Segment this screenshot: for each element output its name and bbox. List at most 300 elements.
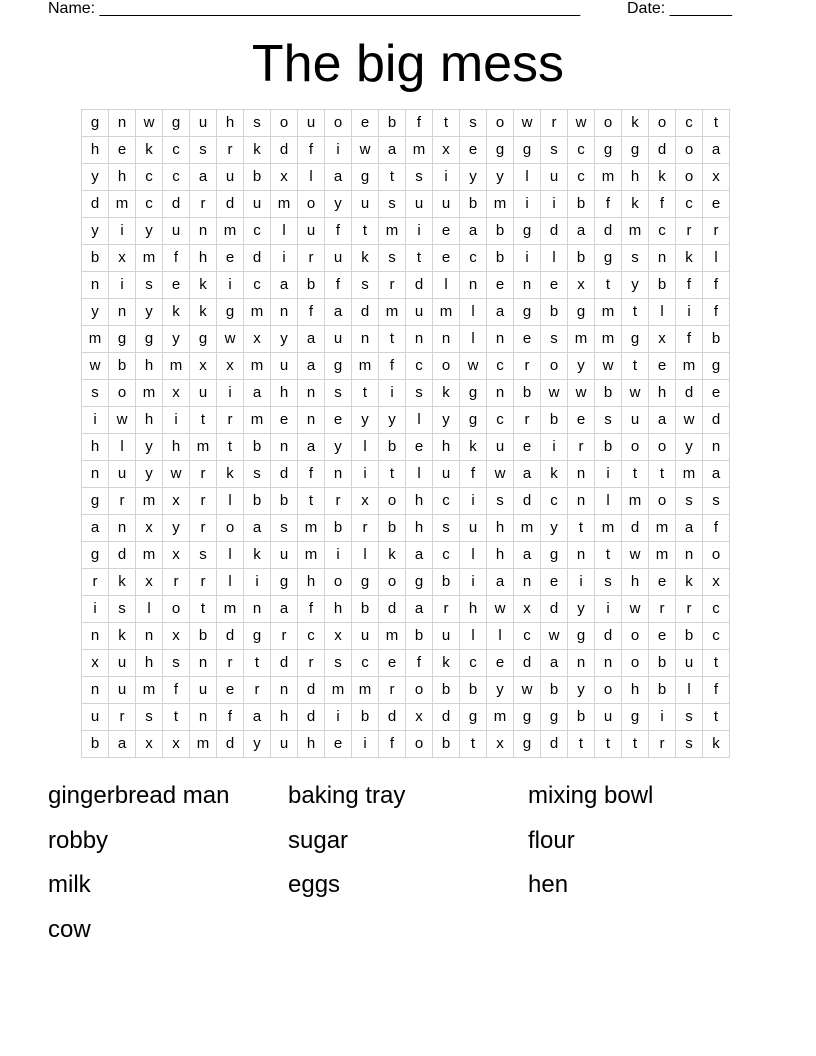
grid-cell: m — [244, 353, 271, 380]
grid-cell: r — [649, 731, 676, 758]
grid-cell: b — [568, 704, 595, 731]
grid-cell: b — [514, 380, 541, 407]
grid-cell: i — [325, 137, 352, 164]
grid-row — [82, 596, 730, 623]
grid-cell: m — [676, 353, 703, 380]
grid-cell: f — [217, 704, 244, 731]
grid-cell: u — [433, 191, 460, 218]
grid-cell: x — [217, 353, 244, 380]
grid-cell: f — [703, 677, 730, 704]
grid-cell: x — [163, 542, 190, 569]
grid-cell: b — [82, 731, 109, 758]
grid-cell: b — [298, 272, 325, 299]
grid-cell: n — [325, 461, 352, 488]
grid-cell: m — [379, 623, 406, 650]
grid-cell: e — [271, 407, 298, 434]
grid-cell: l — [406, 407, 433, 434]
grid-cell: m — [217, 596, 244, 623]
grid-cell: h — [136, 353, 163, 380]
grid-cell: w — [595, 353, 622, 380]
grid-cell: h — [622, 677, 649, 704]
grid-cell: r — [109, 488, 136, 515]
grid-cell: a — [514, 542, 541, 569]
word-list-item: milk — [48, 871, 91, 898]
grid-cell: o — [595, 110, 622, 137]
grid-row — [82, 434, 730, 461]
grid-cell: c — [406, 353, 433, 380]
grid-row — [82, 407, 730, 434]
grid-cell: o — [109, 380, 136, 407]
grid-cell: e — [487, 650, 514, 677]
grid-cell: l — [460, 299, 487, 326]
grid-cell: i — [676, 299, 703, 326]
word-list-item: baking tray — [288, 782, 406, 809]
grid-cell: w — [541, 380, 568, 407]
grid-cell: f — [163, 677, 190, 704]
grid-cell: h — [298, 731, 325, 758]
grid-cell: b — [379, 434, 406, 461]
grid-row — [82, 488, 730, 515]
grid-cell: a — [487, 569, 514, 596]
grid-cell: k — [379, 542, 406, 569]
grid-cell: g — [163, 110, 190, 137]
grid-cell: h — [649, 380, 676, 407]
grid-row — [82, 461, 730, 488]
grid-row — [82, 191, 730, 218]
grid-cell: x — [271, 164, 298, 191]
grid-cell: h — [136, 650, 163, 677]
grid-cell: a — [703, 461, 730, 488]
grid-cell: e — [541, 272, 568, 299]
grid-cell: d — [298, 704, 325, 731]
grid-cell: a — [109, 731, 136, 758]
grid-cell: g — [514, 137, 541, 164]
grid-cell: h — [190, 245, 217, 272]
grid-cell: g — [460, 407, 487, 434]
grid-cell: d — [109, 542, 136, 569]
grid-cell: n — [298, 380, 325, 407]
grid-cell: t — [379, 164, 406, 191]
grid-cell: r — [190, 488, 217, 515]
grid-cell: c — [136, 191, 163, 218]
word-list-item: hen — [528, 871, 569, 898]
grid-cell: s — [676, 731, 703, 758]
grid-cell: i — [352, 731, 379, 758]
grid-cell: f — [379, 731, 406, 758]
grid-cell: b — [460, 191, 487, 218]
grid-cell: k — [244, 137, 271, 164]
grid-cell: r — [82, 569, 109, 596]
word-list-item: robby — [48, 826, 109, 854]
grid-cell: m — [136, 677, 163, 704]
grid-cell: x — [163, 488, 190, 515]
grid-cell: k — [703, 731, 730, 758]
grid-cell: h — [406, 515, 433, 542]
grid-cell: y — [244, 731, 271, 758]
grid-cell: m — [136, 488, 163, 515]
grid-cell: k — [433, 380, 460, 407]
grid-cell: l — [460, 542, 487, 569]
grid-cell: s — [379, 191, 406, 218]
grid-cell: l — [217, 488, 244, 515]
grid-cell: o — [487, 110, 514, 137]
grid-cell: y — [541, 515, 568, 542]
grid-cell: m — [136, 542, 163, 569]
grid-cell: g — [514, 299, 541, 326]
grid-cell: l — [217, 542, 244, 569]
grid-cell: e — [649, 569, 676, 596]
grid-cell: w — [136, 110, 163, 137]
grid-cell: g — [82, 542, 109, 569]
grid-cell: w — [487, 596, 514, 623]
grid-row — [82, 353, 730, 380]
grid-cell: r — [541, 110, 568, 137]
grid-cell: o — [406, 731, 433, 758]
grid-cell: c — [649, 218, 676, 245]
grid-cell: m — [676, 461, 703, 488]
grid-cell: t — [190, 407, 217, 434]
grid-cell: r — [190, 515, 217, 542]
grid-cell: l — [271, 218, 298, 245]
grid-cell: e — [217, 677, 244, 704]
grid-cell: s — [487, 488, 514, 515]
grid-cell: g — [622, 326, 649, 353]
grid-cell: u — [460, 515, 487, 542]
grid-cell: x — [514, 596, 541, 623]
grid-cell: k — [163, 299, 190, 326]
grid-cell: i — [379, 380, 406, 407]
grid-cell: t — [595, 542, 622, 569]
grid-cell: o — [541, 353, 568, 380]
word-list-item: cow — [48, 915, 91, 943]
grid-cell: w — [568, 110, 595, 137]
grid-cell: m — [514, 515, 541, 542]
grid-cell: i — [568, 569, 595, 596]
grid-cell: r — [217, 137, 244, 164]
grid-cell: n — [460, 272, 487, 299]
grid-cell: c — [352, 650, 379, 677]
word-list-item: eggs — [288, 871, 341, 898]
grid-cell: s — [433, 515, 460, 542]
grid-cell: s — [325, 650, 352, 677]
grid-cell: t — [568, 515, 595, 542]
grid-cell: s — [379, 245, 406, 272]
grid-cell: g — [460, 704, 487, 731]
grid-cell: i — [514, 191, 541, 218]
grid-cell: m — [622, 488, 649, 515]
grid-cell: x — [82, 650, 109, 677]
grid-cell: u — [595, 704, 622, 731]
grid-cell: l — [595, 488, 622, 515]
grid-cell: g — [622, 137, 649, 164]
grid-cell: x — [190, 353, 217, 380]
grid-cell: y — [622, 272, 649, 299]
grid-cell: s — [541, 326, 568, 353]
grid-cell: i — [514, 245, 541, 272]
grid-cell: w — [352, 137, 379, 164]
grid-cell: a — [514, 461, 541, 488]
grid-cell: u — [433, 623, 460, 650]
grid-cell: d — [676, 380, 703, 407]
grid-cell: g — [595, 137, 622, 164]
grid-cell: r — [217, 650, 244, 677]
grid-cell: k — [676, 245, 703, 272]
grid-cell: r — [163, 569, 190, 596]
grid-row — [82, 677, 730, 704]
grid-cell: t — [649, 461, 676, 488]
grid-cell: m — [487, 191, 514, 218]
grid-cell: l — [352, 434, 379, 461]
grid-cell: n — [514, 272, 541, 299]
grid-cell: g — [622, 704, 649, 731]
grid-cell: r — [676, 596, 703, 623]
grid-cell: e — [487, 272, 514, 299]
grid-cell: c — [163, 164, 190, 191]
grid-cell: w — [514, 110, 541, 137]
grid-cell: r — [271, 623, 298, 650]
grid-cell: s — [271, 515, 298, 542]
grid-cell: f — [325, 272, 352, 299]
grid-cell: r — [244, 677, 271, 704]
grid-cell: a — [325, 164, 352, 191]
grid-cell: b — [244, 488, 271, 515]
grid-cell: w — [541, 623, 568, 650]
grid-cell: e — [649, 353, 676, 380]
grid-cell: i — [217, 272, 244, 299]
grid-cell: d — [541, 731, 568, 758]
grid-cell: t — [595, 272, 622, 299]
grid-row — [82, 326, 730, 353]
grid-cell: e — [163, 272, 190, 299]
grid-cell: y — [136, 299, 163, 326]
grid-cell: b — [244, 164, 271, 191]
grid-cell: d — [649, 137, 676, 164]
grid-cell: d — [163, 191, 190, 218]
grid-cell: k — [433, 650, 460, 677]
grid-cell: m — [622, 218, 649, 245]
grid-cell: u — [298, 218, 325, 245]
grid-cell: b — [595, 434, 622, 461]
grid-cell: h — [298, 569, 325, 596]
grid-cell: f — [298, 461, 325, 488]
worksheet-header — [0, 0, 816, 20]
grid-cell: a — [460, 218, 487, 245]
grid-cell: m — [190, 731, 217, 758]
grid-cell: n — [433, 326, 460, 353]
grid-cell: s — [352, 272, 379, 299]
grid-cell: y — [82, 218, 109, 245]
grid-cell: y — [136, 461, 163, 488]
grid-cell: o — [163, 596, 190, 623]
grid-cell: l — [541, 245, 568, 272]
grid-cell: n — [190, 218, 217, 245]
grid-cell: n — [514, 569, 541, 596]
grid-cell: y — [163, 326, 190, 353]
grid-cell: s — [82, 380, 109, 407]
grid-cell: s — [109, 596, 136, 623]
grid-cell: a — [244, 515, 271, 542]
grid-cell: x — [487, 731, 514, 758]
grid-cell: l — [406, 461, 433, 488]
grid-cell: s — [595, 569, 622, 596]
grid-cell: c — [163, 137, 190, 164]
grid-cell: s — [622, 245, 649, 272]
date-field-label: Date: _______ — [627, 0, 732, 17]
grid-cell: i — [325, 704, 352, 731]
grid-cell: w — [622, 596, 649, 623]
grid-cell: m — [298, 515, 325, 542]
grid-cell: t — [703, 650, 730, 677]
grid-cell: x — [325, 623, 352, 650]
grid-cell: m — [325, 677, 352, 704]
grid-cell: k — [190, 299, 217, 326]
grid-cell: x — [163, 380, 190, 407]
grid-cell: s — [541, 137, 568, 164]
grid-cell: o — [649, 488, 676, 515]
grid-cell: m — [595, 326, 622, 353]
grid-row — [82, 137, 730, 164]
grid-cell: c — [433, 488, 460, 515]
grid-cell: t — [406, 245, 433, 272]
grid-cell: k — [460, 434, 487, 461]
grid-cell: l — [514, 164, 541, 191]
grid-cell: e — [406, 434, 433, 461]
grid-cell: g — [514, 218, 541, 245]
grid-cell: l — [217, 569, 244, 596]
grid-cell: s — [703, 488, 730, 515]
grid-cell: i — [541, 434, 568, 461]
grid-cell: g — [244, 623, 271, 650]
grid-cell: h — [82, 137, 109, 164]
grid-cell: y — [136, 218, 163, 245]
grid-cell: o — [406, 677, 433, 704]
grid-cell: e — [514, 326, 541, 353]
grid-cell: i — [82, 407, 109, 434]
grid-cell: d — [541, 218, 568, 245]
grid-cell: u — [109, 650, 136, 677]
grid-cell: l — [298, 164, 325, 191]
grid-cell: n — [82, 272, 109, 299]
grid-cell: o — [676, 164, 703, 191]
grid-cell: f — [298, 596, 325, 623]
grid-cell: u — [217, 164, 244, 191]
grid-cell: y — [379, 407, 406, 434]
grid-cell: l — [352, 542, 379, 569]
grid-cell: l — [460, 326, 487, 353]
grid-cell: n — [406, 326, 433, 353]
word-list-item: mixing bowl — [528, 782, 654, 809]
grid-cell: y — [136, 434, 163, 461]
grid-cell: d — [82, 191, 109, 218]
grid-cell: f — [703, 272, 730, 299]
grid-cell: k — [217, 461, 244, 488]
grid-cell: w — [163, 461, 190, 488]
grid-cell: u — [190, 110, 217, 137]
grid-cell: s — [244, 461, 271, 488]
grid-cell: k — [244, 542, 271, 569]
grid-cell: t — [217, 434, 244, 461]
grid-cell: g — [82, 488, 109, 515]
grid-cell: k — [676, 569, 703, 596]
grid-cell: r — [433, 596, 460, 623]
grid-cell: d — [217, 623, 244, 650]
grid-cell: l — [109, 434, 136, 461]
grid-cell: x — [136, 731, 163, 758]
grid-cell: b — [541, 299, 568, 326]
grid-cell: r — [676, 218, 703, 245]
grid-cell: b — [352, 704, 379, 731]
grid-cell: s — [676, 704, 703, 731]
grid-cell: i — [460, 569, 487, 596]
grid-cell: h — [271, 704, 298, 731]
grid-cell: a — [379, 137, 406, 164]
grid-cell: a — [298, 434, 325, 461]
grid-cell: w — [622, 542, 649, 569]
grid-cell: a — [244, 380, 271, 407]
grid-cell: a — [568, 218, 595, 245]
grid-cell: h — [163, 434, 190, 461]
grid-cell: n — [271, 434, 298, 461]
grid-cell: k — [352, 245, 379, 272]
grid-cell: o — [595, 677, 622, 704]
grid-cell: y — [568, 596, 595, 623]
grid-cell: o — [217, 515, 244, 542]
grid-cell: u — [433, 461, 460, 488]
grid-cell: n — [703, 434, 730, 461]
grid-cell: u — [352, 623, 379, 650]
grid-cell: x — [568, 272, 595, 299]
grid-cell: d — [595, 623, 622, 650]
grid-cell: t — [190, 596, 217, 623]
grid-cell: d — [622, 515, 649, 542]
grid-cell: r — [298, 245, 325, 272]
grid-cell: n — [649, 245, 676, 272]
grid-cell: l — [676, 677, 703, 704]
grid-cell: y — [676, 434, 703, 461]
grid-cell: u — [190, 677, 217, 704]
grid-cell: m — [352, 677, 379, 704]
grid-cell: h — [406, 488, 433, 515]
grid-cell: a — [244, 704, 271, 731]
grid-cell: d — [433, 704, 460, 731]
grid-cell: h — [136, 407, 163, 434]
grid-cell: w — [487, 461, 514, 488]
grid-cell: h — [487, 515, 514, 542]
grid-cell: f — [298, 137, 325, 164]
grid-cell: a — [298, 326, 325, 353]
grid-cell: g — [460, 380, 487, 407]
grid-cell: c — [676, 110, 703, 137]
grid-cell: c — [541, 488, 568, 515]
grid-cell: o — [703, 542, 730, 569]
grid-cell: r — [190, 569, 217, 596]
grid-cell: m — [298, 542, 325, 569]
grid-cell: b — [190, 623, 217, 650]
grid-cell: o — [622, 434, 649, 461]
grid-cell: i — [352, 461, 379, 488]
grid-cell: d — [217, 731, 244, 758]
word-search-grid — [81, 109, 730, 758]
grid-cell: h — [325, 596, 352, 623]
grid-cell: o — [325, 110, 352, 137]
grid-cell: d — [271, 650, 298, 677]
grid-cell: i — [109, 218, 136, 245]
grid-cell: u — [676, 650, 703, 677]
grid-cell: n — [568, 488, 595, 515]
grid-cell: d — [271, 137, 298, 164]
grid-cell: y — [325, 434, 352, 461]
grid-cell: d — [379, 596, 406, 623]
